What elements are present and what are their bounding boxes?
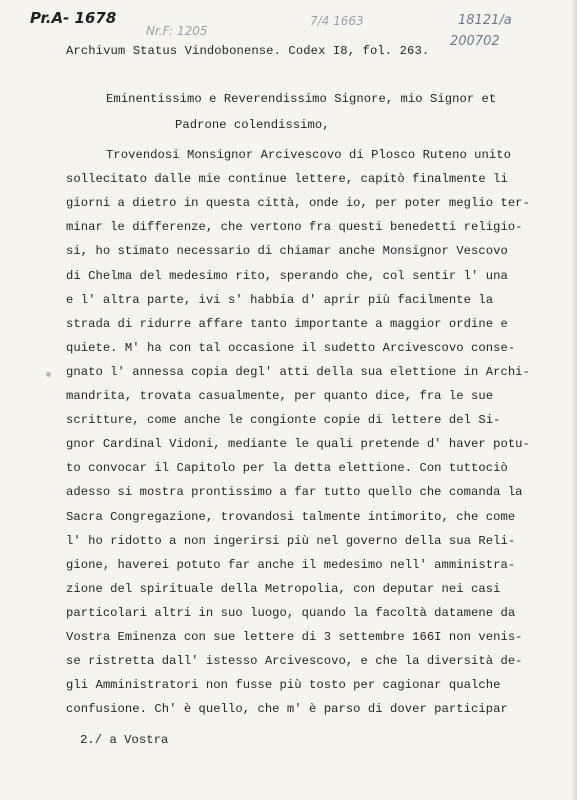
body-line: scritture, come anche le congionte copie di lettere del Si- <box>66 413 501 428</box>
salutation-line-2: Padrone colendissimo, <box>175 118 330 132</box>
body-line: e l' altra parte, ivi s' habbia d' aprir più facilmente la <box>66 292 494 307</box>
body-line: l' ho ridotto a non ingerirsi più nel governo della sua Reli- <box>66 533 516 548</box>
body-line: giorni a dietro in questa città, onde io, per poter meglio ter- <box>66 196 530 211</box>
body-line: gli Amministratori non fusse più tosto per cagionar qualche <box>66 678 501 693</box>
body-line: si, ho stimato necessario di chiamar anche Monsignor Vescovo <box>66 244 508 259</box>
body-line: zione del spirituale della Metropolia, con deputar nei casi <box>66 581 501 596</box>
body-line: minar le differenze, che vertono fra questi benedetti religio- <box>66 220 523 235</box>
body-line: sollecitato dalle mie continue lettere, capitò finalmente li <box>66 172 508 187</box>
body-line: quiete. M' ha con tal occasione il sudetto Arcivescovo conse- <box>66 340 516 355</box>
catalog-number-annotation: 18121/a <box>458 13 512 28</box>
faded-number-annotation: Nr.F: 1205 <box>146 24 208 38</box>
body-line: strada di ridurre affare tanto importante a maggior ordine e <box>66 316 508 331</box>
body-line: to convocar il Capitolo per la detta elettione. Con tuttociò <box>66 461 508 476</box>
body-line: Trovendosi Monsignor Arcivescovo di Plosco Ruteno unito <box>106 148 512 162</box>
body-line: Sacra Congregazione, trovandosi talmente intimorito, che come <box>66 509 516 524</box>
page-footer-catchword: 2./ a Vostra <box>80 733 169 747</box>
body-line: di Chelma del medesimo rito, sperando che, col sentir l' una <box>66 268 508 283</box>
body-line: Vostra Eminenza con sue lettere di 3 settembre 166I non venis- <box>66 630 523 644</box>
punch-hole-mark <box>46 372 51 377</box>
faded-date-annotation: 7/4 1663 <box>310 14 364 28</box>
body-line: mandrita, trovata casualmente, per quanto dice, fra le sue <box>66 389 494 403</box>
archive-reference-header: Archivum Status Vindobonense. Codex I8, fol. 263. <box>66 44 430 58</box>
archive-signature-annotation: Pr.A- 1678 <box>30 9 117 27</box>
body-line: gnato l' annessa copia degl' atti della sua elettione in Archi- <box>66 364 530 379</box>
body-line: gione, haverei potuto far anche il medesimo nell' amministra- <box>66 557 516 572</box>
body-line: se ristretta dall' istesso Arcivescovo, e che la diversità de- <box>66 654 523 669</box>
catalog-number-annotation-2: 200702 <box>450 34 500 49</box>
body-line: confusione. Ch' è quello, che m' è parso di dover participar <box>66 702 508 717</box>
body-line: adesso si mostra prontissimo a far tutto quello che comanda la <box>66 485 523 500</box>
body-line: gnor Cardinal Vidoni, mediante le quali pretende d' haver potu- <box>66 437 530 452</box>
body-line: particolari altri in suo luogo, quando la facoltà datamene da <box>66 605 516 620</box>
salutation-line-1: Eminentissimo e Reverendissimo Signore, mio Signor et <box>106 92 497 106</box>
page-edge-shadow <box>571 0 577 800</box>
